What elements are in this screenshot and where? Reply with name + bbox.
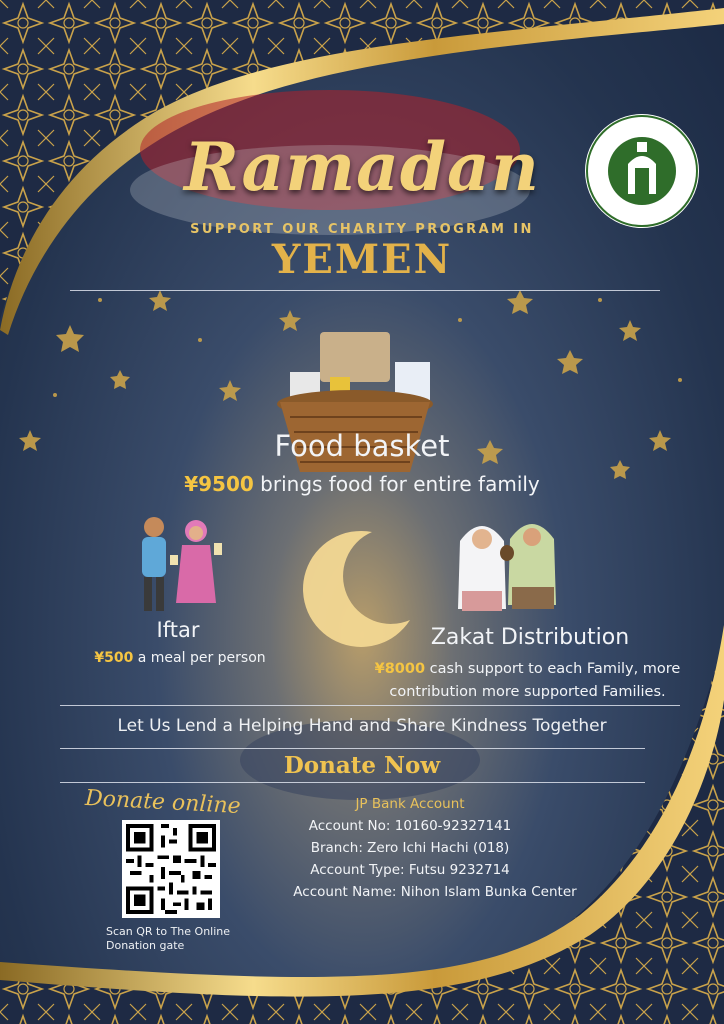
bank-heading: JP Bank Account (355, 796, 465, 812)
slogan: Let Us Lend a Helping Hand and Share Kindness Together (117, 716, 607, 736)
iftar-children-image (130, 515, 230, 620)
zakat-text-line2: contribution more supported Families. (389, 684, 666, 700)
bank-account-no: Account No: 10160-92327141 (308, 818, 512, 834)
divider-slogan-top (60, 705, 680, 706)
iftar-price: ¥500 (94, 650, 134, 666)
poster-subtitle: SUPPORT OUR CHARITY PROGRAM IN (190, 222, 534, 237)
iftar-title: Iftar (156, 618, 200, 642)
zakat-text-line1: cash support to each Family, more (425, 661, 681, 677)
zakat-title: Zakat Distribution (430, 625, 630, 650)
iftar-description (60, 650, 300, 666)
zakat-description (330, 658, 724, 704)
bank-branch: Branch: Zero Ichi Hachi (018) (310, 840, 510, 856)
zakat-price: ¥8000 (374, 661, 426, 677)
bank-account-type: Account Type: Futsu 9232714 (310, 862, 510, 878)
poster-title: Ramadan (184, 128, 540, 206)
food-basket-price: ¥9500 (184, 472, 254, 496)
donate-now-heading: Donate Now (283, 752, 441, 779)
poster-country: YEMEN (271, 236, 453, 283)
food-basket-text: brings food for entire family (253, 472, 540, 496)
food-basket-description (0, 472, 724, 496)
zakat-distribution-image (452, 513, 562, 618)
divider-top (70, 290, 660, 291)
bank-account-name: Account Name: Nihon Islam Bunka Center (293, 884, 577, 900)
qr-caption: Scan QR to The Online Donation gate (106, 925, 231, 952)
divider-donate (60, 782, 645, 783)
iftar-text: a meal per person (133, 650, 266, 666)
food-basket-title: Food basket (274, 429, 450, 463)
donate-online-heading: Donate online (84, 785, 242, 820)
divider-slogan-bottom (60, 748, 645, 749)
donation-qr-code[interactable] (122, 820, 220, 918)
